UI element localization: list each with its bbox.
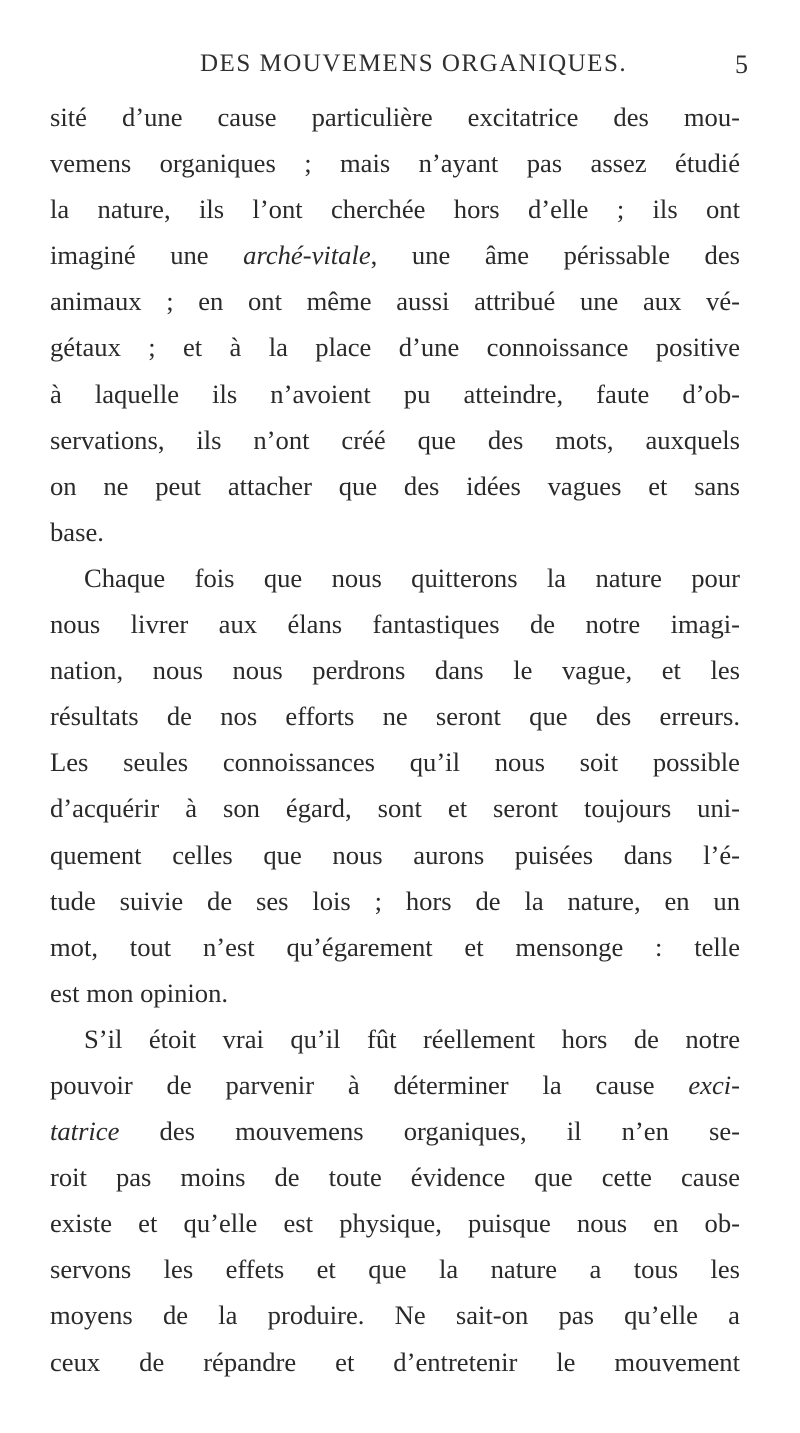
text-line: moyens de la produire. Ne sait-on pas qu’elle a xyxy=(50,1300,740,1331)
text-line: est mon opinion. xyxy=(50,977,229,1008)
text-line xyxy=(50,232,740,278)
text-line: on ne peut attacher que des idées vagues et sans xyxy=(50,470,740,501)
text-line: à laquelle ils n’avoient pu atteindre, faute d’ob- xyxy=(50,378,740,409)
text-line: roit pas moins de toute évidence que cette cause xyxy=(50,1162,740,1193)
text-line: résultats de nos efforts ne seront que des erreurs. xyxy=(50,701,740,732)
text-line: animaux ; en ont même aussi attribué une aux vé- xyxy=(50,286,740,317)
text-line: ceux de répandre et d’entretenir le mouvement xyxy=(50,1346,740,1377)
text-line: la nature, ils l’ont cherchée hors d’elle ; ils ont xyxy=(50,194,740,225)
text-line: nation, nous nous perdrons dans le vague, et les xyxy=(50,655,740,686)
text-line: existe et qu’elle est physique, puisque nous en ob- xyxy=(50,1208,740,1239)
text-segment: des mouvemens organiques, il n’en se- xyxy=(119,1116,740,1147)
text-line: d’acquérir à son égard, sont et seront toujours uni- xyxy=(50,793,740,824)
text-line: servations, ils n’ont créé que des mots, auxquels xyxy=(50,424,740,455)
text-line: vemens organiques ; mais n’ayant pas assez étudié xyxy=(50,148,740,179)
text-line: Chaque fois que nous quitterons la nature pour xyxy=(84,562,740,593)
body-text xyxy=(50,94,740,1385)
italic-term: arché-vitale xyxy=(243,240,371,271)
text-line: Les seules connoissances qu’il nous soit possible xyxy=(50,747,740,778)
text-line: tude suivie de ses lois ; hors de la nature, en un xyxy=(50,885,740,916)
text-line: gétaux ; et à la place d’une connoissance positive xyxy=(50,332,740,363)
running-head xyxy=(0,50,800,86)
text-line: mot, tout n’est qu’égarement et mensonge : telle xyxy=(50,931,740,962)
text-line: base. xyxy=(50,516,104,547)
text-line: quement celles que nous aurons puisées dans l’é- xyxy=(50,839,740,870)
page-number: 5 xyxy=(735,50,748,79)
text-line: sité d’une cause particulière excitatrice des mou- xyxy=(50,102,740,132)
text-segment: , une âme périssable des xyxy=(370,240,741,271)
text-segment: pouvoir de parvenir à déterminer la cause xyxy=(50,1069,689,1100)
italic-term: exci- xyxy=(688,1069,740,1100)
text-line xyxy=(50,1062,740,1108)
text-segment: imaginé une xyxy=(50,240,244,271)
italic-term: tatrice xyxy=(50,1116,120,1147)
text-line: nous livrer aux élans fantastiques de notre imagi- xyxy=(50,609,740,640)
running-title: DES MOUVEMENS ORGANIQUES. xyxy=(200,50,628,77)
text-line: S’il étoit vrai qu’il fût réellement hors de notre xyxy=(84,1023,740,1054)
text-line: servons les effets et que la nature a tous les xyxy=(50,1254,740,1285)
text-line xyxy=(50,1108,740,1154)
